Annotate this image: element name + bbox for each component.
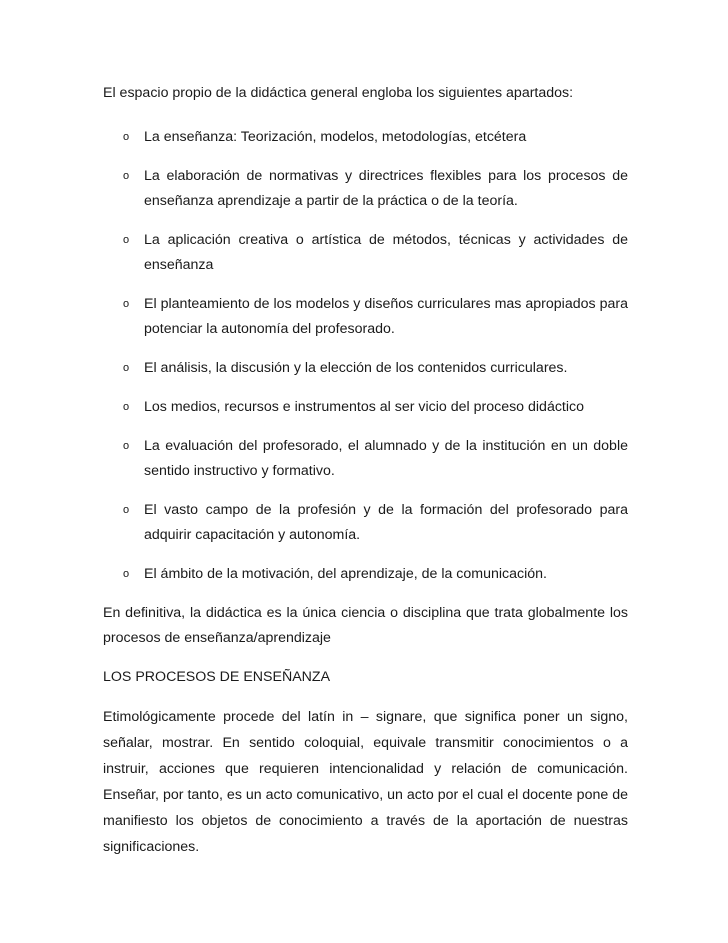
topics-list [103,125,628,587]
list-item [103,125,628,150]
bullet-circle-icon: o [123,170,130,182]
list-item-text: La evaluación del profesorado, el alumnado y de la institución en un doble sentido instructivo y formativo. [144,438,628,479]
document-page [103,82,628,860]
list-item-text: El vasto campo de la profesión y de la formación del profesorado para adquirir capacitación y autonomía. [144,502,628,543]
conclusion-paragraph: En definitiva, la didáctica es la única ciencia o disciplina que trata globalmente los procesos de enseñanza/aprendizaje [103,605,628,646]
list-item-text: El planteamiento de los modelos y diseños curriculares mas apropiados para potenciar la autonomía del profesorado. [144,296,628,337]
list-item [103,562,628,587]
list-item [103,395,628,420]
list-item-text: El ámbito de la motivación, del aprendizaje, de la comunicación. [144,566,547,582]
list-item-text: Los medios, recursos e instrumentos al ser vicio del proceso didáctico [144,399,585,415]
intro-paragraph: El espacio propio de la didáctica general engloba los siguientes apartados: [103,85,574,101]
list-item [103,228,628,278]
section-heading: LOS PROCESOS DE ENSEÑANZA [103,669,331,685]
list-item [103,356,628,381]
bullet-circle-icon: o [123,440,130,452]
list-item [103,434,628,484]
list-item-text: La aplicación creativa o artística de métodos, técnicas y actividades de enseñanza [144,232,628,273]
bullet-circle-icon: o [123,298,130,310]
list-item-text: La enseñanza: Teorización, modelos, metodologías, etcétera [144,129,527,145]
bullet-circle-icon: o [123,568,130,580]
section-paragraph: Etimológicamente procede del latín in – signare, que significa poner un signo, señalar, mostrar. En sentido coloquial, equivale transmitir conocimientos o a instruir, acciones que requieren intencionalidad y relación de comunicación. Enseñar, por tanto, es un acto comunicativo, un acto por el cual el docente pone de manifiesto los objetos de conocimiento a través de la aportación de nuestras significaciones. [103,709,628,855]
bullet-circle-icon: o [123,362,130,374]
list-item-text: La elaboración de normativas y directrices flexibles para los procesos de enseñanza aprendizaje a partir de la práctica o de la teoría. [144,168,628,209]
bullet-circle-icon: o [123,234,130,246]
list-item-text: El análisis, la discusión y la elección de los contenidos curriculares. [144,360,568,376]
list-item [103,164,628,214]
list-item [103,292,628,342]
bullet-circle-icon: o [123,401,130,413]
bullet-circle-icon: o [123,131,130,143]
list-item [103,498,628,548]
bullet-circle-icon: o [123,504,130,516]
